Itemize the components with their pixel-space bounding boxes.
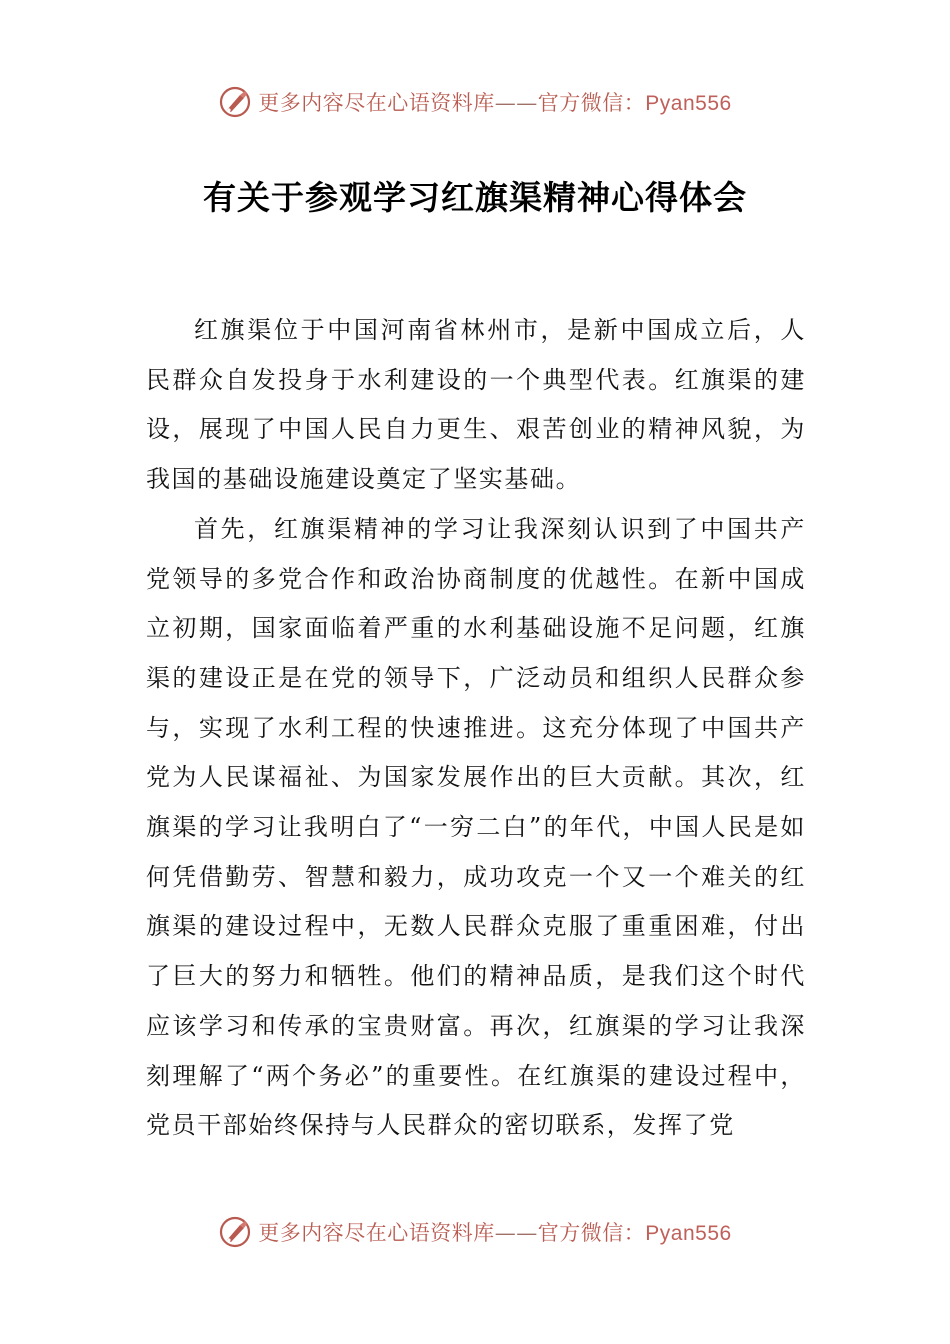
banner-label: 官方微信： (537, 1221, 646, 1245)
banner-wechat-id: Pyan556 (645, 92, 732, 115)
document-body (146, 306, 806, 1151)
banner-text (258, 1217, 731, 1247)
banner-dash: —— (494, 91, 538, 115)
footer-watermark-banner (0, 1212, 950, 1252)
pen-nib-logo-icon (218, 1215, 252, 1249)
banner-text (258, 87, 731, 117)
body-paragraph: 首先，红旗渠精神的学习让我深刻认识到了中国共产党领导的多党合作和政治协商制度的优越性。在新中国成立初期，国家面临着严重的水利基础设施不足问题，红旗渠的建设正是在党的领导下，广泛动员和组织人民群众参与，实现了水利工程的快速推进。这充分体现了中国共产党为人民谋福祉、为国家发展作出的巨大贡献。其次，红旗渠的学习让我明白了“一穷二白”的年代，中国人民是如何凭借勤劳、智慧和毅力，成功攻克一个又一个难关的红旗渠的建设过程中，无数人民群众克服了重重困难，付出了巨大的努力和牺牲。他们的精神品质，是我们这个时代应该学习和传承的宝贵财富。再次，红旗渠的学习让我深刻理解了“两个务必”的重要性。在红旗渠的建设过程中，党员干部始终保持与人民群众的密切联系，发挥了党 (146, 514, 806, 1140)
body-paragraph: 红旗渠位于中国河南省林州市，是新中国成立后，人民群众自发投身于水利建设的一个典型代表。红旗渠的建设，展现了中国人民自力更生、艰苦创业的精神风貌，为我国的基础设施建设奠定了坚实基础。 (146, 316, 806, 494)
banner-main-text: 更多内容尽在心语资料库 (258, 1221, 495, 1245)
banner-dash: —— (494, 1221, 538, 1245)
banner-label: 官方微信： (537, 91, 646, 115)
pen-nib-logo-icon (218, 85, 252, 119)
header-watermark-banner (0, 82, 950, 122)
banner-main-text: 更多内容尽在心语资料库 (258, 91, 495, 115)
banner-wechat-id: Pyan556 (645, 1222, 732, 1245)
document-title: 有关于参观学习红旗渠精神心得体会 (203, 178, 747, 217)
